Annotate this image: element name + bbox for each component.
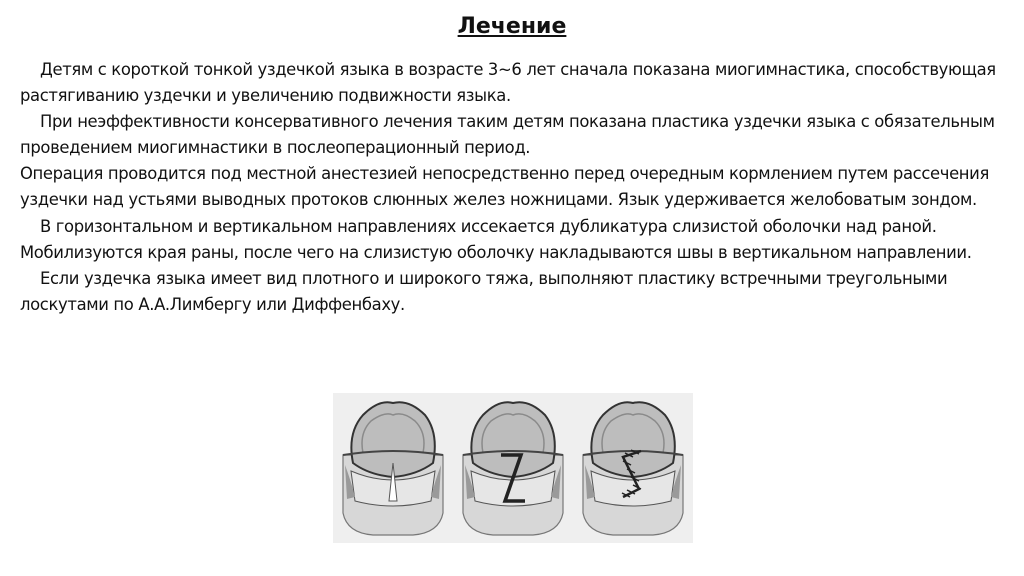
slide-title: Лечение	[457, 14, 567, 39]
paragraph-1: Детям с короткой тонкой уздечкой языка в возрасте 3~6 лет сначала показана миогимнастика, способствующая растягиванию уздечки и увеличению подвижности языка.	[20, 60, 996, 106]
paragraph-4: В горизонтальном и вертикальном направлениях иссекается дубликатура слизистой оболочки над раной. Мобилизуются края раны, после чего на слизистую оболочку накладываются швы в вертикальном направлении.	[20, 216, 972, 262]
tongue	[471, 402, 554, 477]
paragraph-3: Операция проводится под местной анестезией непосредственно перед очередным кормлением путем рассечения уздечки над устьями выводных протоков слюнных желез ножницами. Язык удерживается желобоватым зондом.	[20, 164, 989, 210]
paragraph-5: Если уздечка языка имеет вид плотного и широкого тяжа, выполняют пластику встречными треугольными лоскутами по А.А.Лимбергу или Диффенбаху.	[20, 268, 948, 314]
frenuloplasty-illustration	[333, 393, 693, 543]
tongue	[591, 402, 674, 477]
body-text	[20, 57, 1010, 318]
panel-sutured	[583, 402, 683, 535]
panel-frenulum-intact	[343, 402, 443, 535]
panel-z-incision	[463, 402, 563, 535]
paragraph-2: При неэффективности консервативного лечения таким детям показана пластика уздечки языка с обязательным проведением миогимнастики в послеоперационный период.	[20, 112, 995, 158]
illustration-svg	[333, 393, 693, 543]
